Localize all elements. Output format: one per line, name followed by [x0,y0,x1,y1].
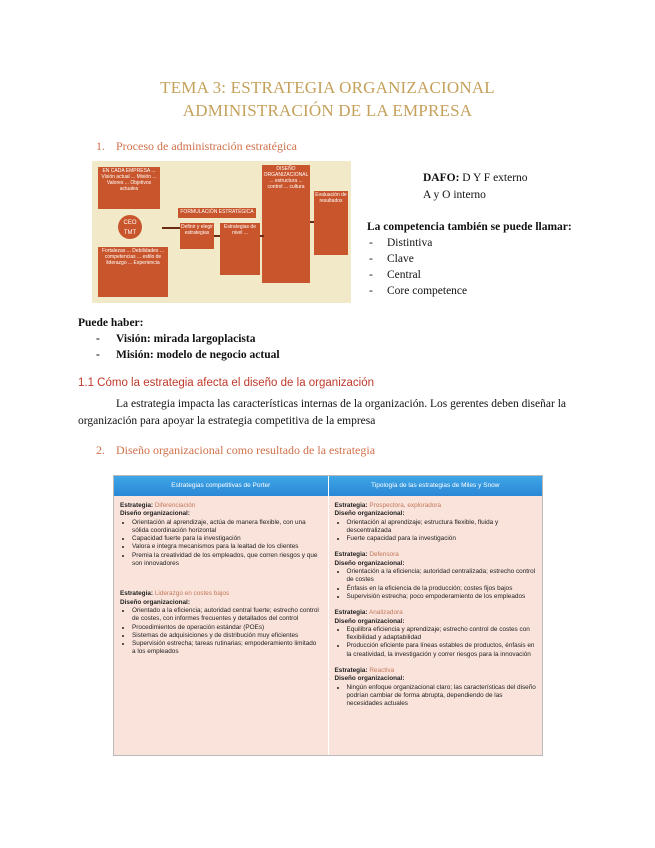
strategy-key: Estrategia: [334,667,368,675]
diagram-box-formulation: FORMULACIÓN ESTRATÉGICA [178,208,256,218]
section2-heading [96,443,375,458]
doc-title-line2: ADMINISTRACIÓN DE LA EMPRESA [182,101,473,120]
design-label: Diseño organizacional: [120,598,190,606]
list-item: - Core competence [367,283,572,299]
strategy-key: Estrategia: [120,590,154,598]
strategy-process-diagram [92,161,351,303]
doc-title-line1: TEMA 3: ESTRATEGIA ORGANIZACIONAL [160,78,495,97]
design-label: Diseño organizacional: [334,510,405,518]
diagram-connector [260,235,264,237]
diagram-box-far-right: Evaluación de resultados [314,191,348,255]
design-label: Diseño organizacional: [120,510,190,518]
diagram-box-left-top: EN CADA EMPRESA ... Visión actual ... Misión ... Valores ... Objetivos actuales [98,167,160,209]
diagram-box-mid-2: Estrategias de nivel ... [220,223,260,275]
strategy-value: Analizadora [368,609,403,617]
list-item: • Equilibra eficiencia y aprendizaje; estrecho control de costes con flexibilidad y adaptabilidad [347,626,537,643]
strategy-label [120,502,322,510]
strategy-value: Defensora [369,551,399,559]
strategy-key: Estrategia: [334,609,368,617]
list-item: • Capacidad fuerte para la investigación [132,535,322,543]
strategy-block [335,551,537,601]
section1-number: 1. [96,139,105,153]
table-header-porter: Estrategias competitivas de Porter [114,476,328,496]
section1-title: Proceso de administración estratégica [116,139,297,153]
diagram-connector [310,221,314,223]
strategy-key: Estrategia: [120,502,154,509]
strategy-label [120,590,322,598]
section1-heading [96,139,297,154]
list-item: • Supervisión estrecha; tareas rutinarias; empoderamiento limitado a los empleados [132,640,322,657]
list-item: - Central [367,267,572,283]
list-item: • Orientación al aprendizaje; estructura flexible, fluida y descentralizada [347,519,537,536]
competencia-lead: La competencia también se puede llamar: [367,221,572,233]
list-item: • Orientación al aprendizaje, actúa de manera flexible, con una sólida coordinación horizontal [132,519,322,536]
strategy-block [120,502,322,568]
diagram-box-right-top: DISEÑO ORGANIZACIONAL ... estructura ... control ... cultura [262,165,310,283]
design-label: Diseño organizacional: [334,559,405,567]
table-body [114,496,542,755]
puede-block [78,315,280,363]
dafo-label: DAFO: [423,172,460,184]
list-item: • Valora e integra mecanismos para la lealtad de los clientes [132,543,322,551]
design-label: Diseño organizacional: [334,675,405,683]
section2-number: 2. [96,443,105,457]
list-item: • Orientación a la eficiencia; autoridad centralizada; estrecho control de costes [347,568,537,585]
strategy-key: Estrategia: [334,551,368,559]
strategy-label [335,609,537,617]
strategy-value: Prospectora, exploradora [369,502,442,509]
table-header-miles-snow: Tipología de las estrategias de Miles y Snow [328,476,543,496]
list-item: - Visión: mirada largoplacista [78,331,280,347]
strategy-block [120,590,322,656]
list-item: - Distintiva [367,235,572,251]
diagram-box-ceo: CEO TMT [118,215,142,239]
dafo-note [423,170,528,204]
section2-title: Diseño organizacional como resultado de la estrategia [116,443,376,457]
list-item: • Procedimientos de operación estándar (POEs) [132,624,322,632]
list-item: • Supervisión estrecha; poco empoderamiento de los empleados [347,593,537,601]
list-item: • Orientado a la eficiencia; autoridad central fuerte; estrecho control de costes, con informes frecuentes y detallados del control [132,607,322,624]
list-item: - Misión: modelo de negocio actual [78,347,280,363]
list-item: • Énfasis en la eficiencia de la producción; costes fijos bajos [347,585,537,593]
strategy-key: Estrategia: [334,502,368,509]
puede-lead: Puede haber: [78,317,144,329]
body-paragraph: La estrategia impacta las características internas de la organización. Los gerentes deben diseñar la organización para apoyar la estrategia competitiva de la empresa [78,398,566,427]
diagram-box-left-bottom: Fortalezas ... Debilidades ... competencias ... estilo de liderazgo ... Experiencia [98,247,168,297]
diagram-connector [162,227,180,229]
competencia-block [367,219,572,299]
list-item: • Producción eficiente para líneas estables de productos, énfasis en la creatividad, la investigación y correr riesgos para la innovación [347,642,537,659]
list-item: • Ningún enfoque organizacional claro; las características del diseño podrían cambiar de forma abrupta, dependiendo de las necesidades actuales [347,684,537,709]
list-item: • Fuerte capacidad para la investigación [347,535,537,543]
diagram-connector [214,235,220,237]
list-item: • Sistemas de adquisiciones y de distribución muy eficientes [132,632,322,640]
diagram-box-mid-1: Definir y elegir estrategias [180,223,214,249]
strategy-label [335,667,537,675]
list-item: - Clave [367,251,572,267]
design-label: Diseño organizacional: [334,617,405,625]
strategy-label [335,551,537,559]
table-column-miles-snow [328,496,543,755]
strategy-label [335,502,537,510]
list-item: • Premia la creatividad de los empleados, que corren riesgos y que son innovadores [132,552,322,569]
strategy-table [113,475,543,756]
table-column-porter [114,496,328,755]
subsection-heading: 1.1 Cómo la estrategia afecta el diseño de la organización [78,377,374,389]
strategy-block [335,609,537,659]
dafo-line1: D Y F externo [462,172,528,184]
strategy-block [335,667,537,708]
strategy-value: Diferenciación [154,502,196,509]
strategy-block [335,502,537,543]
dafo-line2: A y O interno [423,189,486,201]
strategy-value: Reactiva [369,667,395,675]
strategy-value: Liderazgo en costes bajos [154,590,230,598]
table-header [114,476,542,496]
